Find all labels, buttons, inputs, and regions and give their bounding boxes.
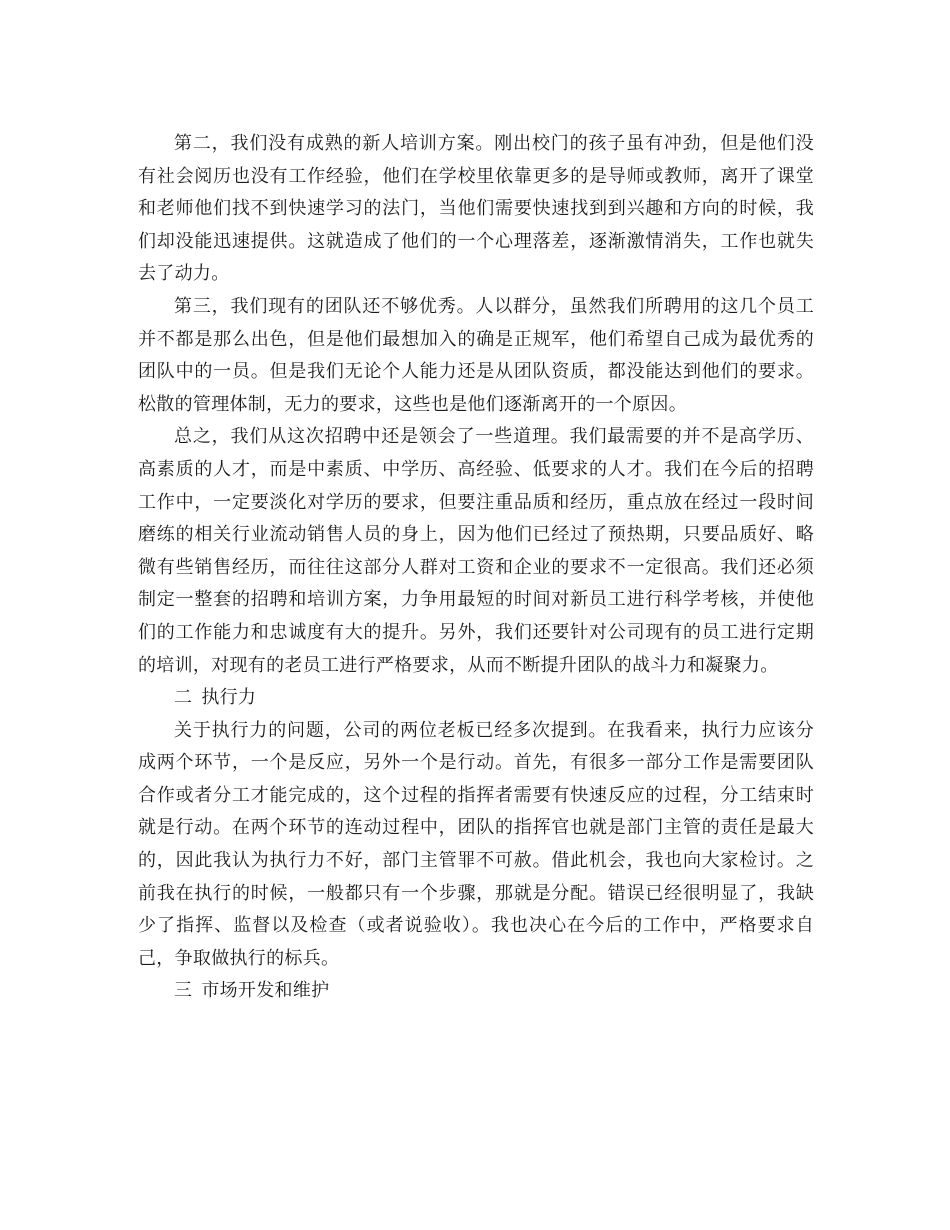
section-heading-market (138, 975, 814, 1008)
paragraph-execution: 关于执行力的问题，公司的两位老板已经多次提到。在我看来，执行力应该分成两个环节，一个是反应，另外一个是行动。首先，有很多一部分工作是需要团队合作或者分工才能完成的，这个过程的指挥者需要有快速反应的过程，分工结束时就是行动。在两个环节的连动过程中，团队的指挥官也就是部门主管的责任是最大的，因此我认为执行力不好，部门主管罪不可赦。借此机会，我也向大家检讨。之前我在执行的时候，一般都只有一个步骤，那就是分配。错误已经很明显了，我缺少了指挥、监督以及检查（或者说验收）。我也决心在今后的工作中，严格要求自己，争取做执行的标兵。 (138, 719, 814, 969)
paragraph-summary: 总之，我们从这次招聘中还是领会了一些道理。我们最需要的并不是高学历、高素质的人才，而是中素质、中学历、高经验、低要求的人才。我们在今后的招聘工作中，一定要淡化对学历的要求，但要注重品质和经历，重点放在经过一段时间磨练的相关行业流动销售人员的身上，因为他们已经过了预热期，只要品质好、略微有些销售经历，而往往这部分人群对工资和企业的要求不一定很高。我们还必须制定一整套的招聘和培训方案，力争用最短的时间对新员工进行科学考核，并使他们的工作能力和忠诚度有大的提升。另外，我们还要针对公司现有的员工进行定期的培训，对现有的老员工进行严格要求，从而不断提升团队的战斗力和凝聚力。 (138, 426, 814, 676)
document-body (138, 128, 814, 1008)
section-title: 执行力 (201, 687, 257, 709)
section-number: 三 (174, 980, 193, 1002)
section-title: 市场开发和维护 (201, 980, 330, 1002)
section-heading-execution (138, 682, 814, 715)
paragraph-training-plan: 第二，我们没有成熟的新人培训方案。刚出校门的孩子虽有冲劲，但是他们没有社会阅历也没有工作经验，他们在学校里依靠更多的是导师或教师，离开了课堂和老师他们找不到快速学习的法门，当他们需要快速找到到兴趣和方向的时候，我们却没能迅速提供。这就造成了他们的一个心理落差，逐渐激情消失，工作也就失去了动力。 (138, 133, 814, 285)
section-number: 二 (174, 687, 193, 709)
paragraph-team-quality: 第三，我们现有的团队还不够优秀。人以群分，虽然我们所聘用的这几个员工并不都是那么出色，但是他们最想加入的确是正规军，他们希望自己成为最优秀的团队中的一员。但是我们无论个人能力还是从团队资质，都没能达到他们的要求。松散的管理体制，无力的要求，这些也是他们逐渐离开的一个原因。 (138, 295, 814, 415)
